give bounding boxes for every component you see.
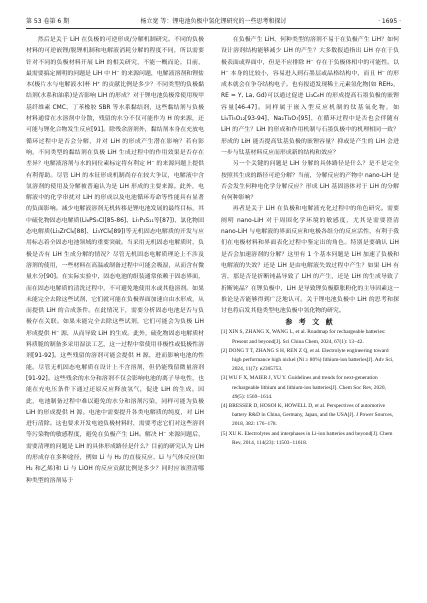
left-column [26,35,204,487]
right-column [221,35,399,448]
body-paragraph: 然后是关于 LiH 在负极的可逆形成/分解机制研究。不同的负极材料的可逆嵌锂/脱锂机制和电解液消耗分解的程度不同，所以需要针对不同的负极材料开展 LiH 的相关研究，不能一概而论。目前，最需要搞定阐明的问题是 LiH 中 H⁻ 的来源问题，电解液溶剂和锂盐本(极片水与电解液水)杯 H⁺ 的贡献比例是多少？不同类型的负极黏结剂(水系和油系)是否影响 LiH 的形成？对于锂电池负极常使用羧甲基纤维素 CMC、丁苯橡胶 SBR 等水系黏结剂，这些黏结剂与负极材料通常在水溶剂中分散，残留的水分不仅可能作为 H 的来源，还可能与锂化合物发生反应[91]。除残余溶剂外，黏结剂本身在充放电循环过程中是否会分解，并对 LiH 的形成产生潜在影响？若有影响，不同类型的黏结剂在负极 LiH 生成过程中的作用效果是否存在差异？电解液溶剂与水的同位素标定将有利定 H⁻ 的来源问题上提供有利帮助。尽管 LiH 的本征形成机制尚存在较大争议，电解液中含氢溶剂的使用及分解被普遍认为是 LiH 形成的主要来源。此外，电解液中的化学串扰对 LiH 的形成以及电池循环寿命等性能具有显著的负面影响。减少电解液溶剂无机转移是锂电池发展的最终目标，其中硫化物固态电解质(Li₆PS₅Cl[85-86]、Li₇P₃S₁₁等[87])、氯化物固态电解质(Li₃ZrCl₆[88]、Li₃YCl₆[89])等无机固态电解质的开发与应用标志着全固态电池领域的重要突破。当采用无机固态电解质时，负极是否有 LiH 生成分解的情况？尽管无机固态电解质理论上不涉及溶剂的使用，一些材料在高温或制备过程中可能会吸湿，从而含有微量水分[90]。在实际实验中，固态电池的组装通常依赖于固态界面，而在固态电解质的清洗过程中，不可避免地使用水或其他溶剂。如果未能完全去除这些试剂，它们就可能在负极界面加速自由水形成，从而提供 LiH 的合成条件。在此情况下，需要分析固态电池是否与负极存在关联。如果未能完全去除这些试剂，它们可能会为负极 LiH 形成提供 H⁻ 源，从而导致 LiH 的生成。此外，硫化物固态电解质材料质脆的制备多采用湿法工艺，这一过程中常使用非极性或低极性溶剂[91-92]。这些残留的溶剂可能会提供 H 源，进而影响电池的性能。尽管无机固态电解质在设计上不含溶剂，但仍能残留微量溶剂[91-92]。这些残余的水分和溶剂不仅会影响电池的离子导电性，也能在充电压条件下通过还原反应释放氢气，促进 LiH 的生成。因此，电池制备过程中难以避免的水分和溶剂污染，同样可能为负极 LiH 的形成提供 H 源。电池中需要提升各类电解质的纯度，对 LiH 进行清除。这也要求开发电池负极材料时，需要考虑它们对这些溶剂等污染物的敏感程度，避免在负极产生 LiH。解决 H⁻ 来源问题后，需要清理的问题是 LiH 的具体形成路径是什么？目前的研究认为 LiH 的形成存在多种途径，例如 Li 与 H₂ 的直接反应、Li 与气体反应(如 H₂ 和乙烯)和 Li 与 LiOH 的反应贡献比例是多少？同时应该澄清哪种类型的溶剂易于 [26,37,204,484]
running-title: 杨立宽 等：锂电池负极中氢化锂研究的一些思考和探讨 [140,18,287,25]
references-heading: 参 考 文 献 [285,318,335,327]
reference-item: [3] WU F X, MAIER J, YU Y. Guidelines and trends for next-generation rechargeable lithium and lithium-ion batteries[J]. Chem Soc Rev, 2020, 49(5): 1569−1614. [221,375,386,400]
reference-item: [2] DONG T T, ZHANG S H, REN Z Q, et al. Electrolyte engineering toward high performance high nickel (Ni ≥ 80%) lithium-ion batteries[J]. Adv Sci, 2024, 11(7): e2305753. [221,347,394,373]
body-paragraph: 在负极产生 LiH，何种类型的溶剂不易于在负极产生 LiH？如何设计溶剂结构能够减少 LiH 的产生？大多数报道指出 LiH 存在于负极表面或界面中，但是不应排除 H⁻ 存在于负极体相中的可能性。以 H⁻ 本身的比较小，容易进入到石墨层或晶格结构中，而且 H⁻ 的形成本就会在争夺结构电子。也有报道发现稀土元素氢化物(如 REH₂，RE = Y, La, Gd)可以通过促进 Li₃C₆H 的形成提高石墨负极的嵌锂容量[46-47]。同样属于嵌入型反应机制的钛基氧化物，如 Li₄Ti₅O₁₂[93-94]、Na₂Ti₃O₇[95]，在循环过程中是否也会伴随有 LiH 的产生？LiH 的形成和作用机制与石墨负极中的机理相同一致？形成的 LiH 能否提高钛基负极的嵌锂容量？抑或是产生的 LiH 会进一步与钛基材料反应而形成新的结构和效应？ [221,37,399,156]
journal-volume-issue: 第 53 卷第 6 期 [26,18,70,25]
reference-item: [1] XIN S, ZHANG X, WANG L, et al. Roadmap for rechargeable batteries: Present and beyond[J]. Sci China Chem, 2024, 67(1): 13−42. [221,329,386,345]
reference-item: [5] XU K. Electrolytes and interphases in Li-ion batteries and beyond[J]. Chem Rev, 2014, 114(23): 11503−11618. [221,430,393,446]
page-number: · 1695 · [378,18,401,25]
body-paragraph: 另一个关键的问题是 LiH 分解的具体路径是什么？是不是完全按照其生成的路径可逆分解？当前，分解反应的产物中 nano-LiH 是否会发生何种电化学分解反应？形成 LiH 基固溶体对于 LiH 的分解有何种影响？ [221,161,399,202]
reference-item: [4] BRESSER D, HOSOI K, HOWELL D, et al. Perspectives of automotive battery R&D in China, Germany, Japan, and the USA[J]. J Power Sources, 2018, 382: 176−178. [221,403,394,428]
running-header [26,16,401,29]
body-paragraph: 再者是关于 LiH 在负极和电解液充化过程中的角色研究。需要阐明 nano-LiH 对于周围化学环境的敏感度，尤其是需要澄清 nano-LiH 与电解液的界面反应和电极各组分的反应活性，有利于我们在电极材料和界面表化过程中鉴定出的角色。特别是要确认 LiH 是否会加速溶剂的分解？这里有 1 个基本问题是 LiH 加速了负极和电解液的失效？还是 LiH 是由电解液失效过程中产生？如果 LiH 有害，那是否是折断钝晶导致了 LiH 的产生，还是 LiH 的生成导致了折断钝晶？在锂负极中，LiH 是导致锂负极膨胀粉化的主导因素这一推论是否能够得到广泛地认可。关于锂电池负极中 LiH 的思考和探讨也将启发其他类型电池负极中氢化物的研究。 [221,206,399,315]
